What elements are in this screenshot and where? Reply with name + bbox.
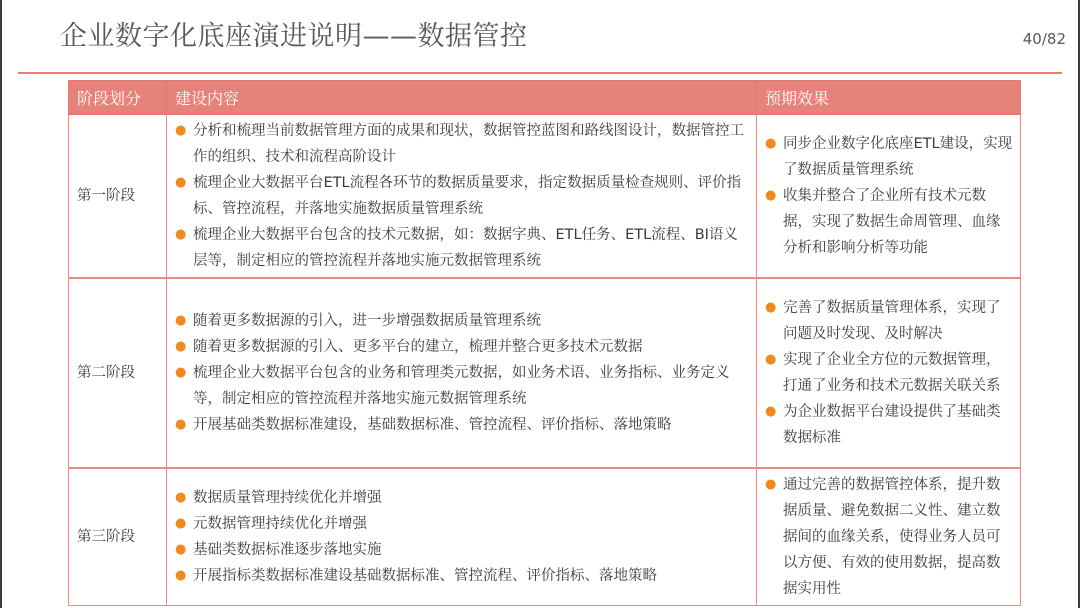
list-item-text: 实现了企业全方位的元数据管理，打通了业务和技术元数据关联关系 [783,352,1001,394]
list-item [175,412,750,438]
list-item [765,295,1014,347]
bullet-dot-icon: ● [765,352,777,367]
content-list [167,308,756,438]
content-list [167,485,756,589]
list-item [765,347,1014,399]
list-item [175,308,750,334]
list-item [765,183,1014,261]
header-stage: 阶段划分 [69,81,167,115]
list-item [175,485,750,511]
list-item-text: 为企业数据平台建设提供了基础类数据标准 [783,404,1001,446]
stage-label: 第一阶段 [69,114,167,278]
list-item-text: 收集并整合了企业所有技术元数据，实现了数据生命周管理、血缘分析和影响分析等功能 [783,188,1001,256]
list-item-text: 开展指标类数据标准建设基础数据标准、管控流程、评价指标、落地策略 [193,568,657,584]
list-item [175,170,750,222]
stage-label: 第二阶段 [69,278,167,468]
bullet-dot-icon: ● [765,300,777,315]
list-item [175,563,750,589]
list-item-text: 同步企业数字化底座ETL建设，实现了数据质量管理系统 [783,136,1013,178]
bullet-dot-icon: ● [765,188,777,203]
bullet-dot-icon: ● [175,123,187,138]
list-item-text: 数据质量管理持续优化并增强 [193,490,382,506]
list-item [765,399,1014,451]
list-item-text: 随着更多数据源的引入、更多平台的建立，梳理并整合更多技术元数据 [193,339,643,355]
list-item-text: 梳理企业大数据平台包含的技术元数据，如：数据字典、ETL任务、ETL流程、BI语义层等，制定相应的管控流程并落地实施元数据管理系统 [193,227,738,269]
effect-list [757,131,1020,261]
bullet-dot-icon: ● [175,313,187,328]
list-item [765,131,1014,183]
list-item [175,118,750,170]
content-cell [167,114,757,278]
bullet-dot-icon: ● [175,490,187,505]
bullet-dot-icon: ● [765,136,777,151]
content-cell [167,278,757,468]
header-content: 建设内容 [167,81,757,115]
list-item-text: 随着更多数据源的引入，进一步增强数据质量管理系统 [193,313,541,329]
header-effect: 预期效果 [757,81,1021,115]
list-item [175,511,750,537]
effect-list [757,472,1020,602]
title-divider [18,72,1062,74]
bullet-dot-icon: ● [175,227,187,242]
content-list [167,118,756,274]
list-item [765,472,1014,602]
list-item [175,537,750,563]
list-item-text: 梳理企业大数据平台包含的业务和管理类元数据，如业务术语、业务指标、业务定义等，制定相应的管控流程并落地实施元数据管理系统 [193,365,730,407]
stage-table [68,80,1021,606]
content-cell [167,468,757,606]
table-row [69,278,1021,468]
table-row [69,468,1021,606]
bullet-dot-icon: ● [175,542,187,557]
list-item-text: 分析和梳理当前数据管理方面的成果和现状，数据管控蓝图和路线图设计，数据管控工作的组织、技术和流程高阶设计 [193,123,744,165]
page-number: 40/82 [1022,30,1066,48]
list-item-text: 开展基础类数据标准建设，基础数据标准、管控流程、评价指标、落地策略 [193,417,672,433]
bullet-dot-icon: ● [765,404,777,419]
effect-cell [757,468,1021,606]
bullet-dot-icon: ● [175,339,187,354]
bullet-dot-icon: ● [175,516,187,531]
table-row [69,114,1021,278]
list-item-text: 基础类数据标准逐步落地实施 [193,542,382,558]
table-header-row [69,81,1021,115]
bullet-dot-icon: ● [175,568,187,583]
bullet-dot-icon: ● [765,477,777,492]
list-item-text: 通过完善的数据管控体系，提升数据质量、避免数据二义性、建立数据间的血缘关系，使得业务人员可以方便、有效的使用数据，提高数据实用性 [783,477,1001,597]
bullet-dot-icon: ● [175,417,187,432]
list-item [175,222,750,274]
stage-label: 第三阶段 [69,468,167,606]
list-item-text: 元数据管理持续优化并增强 [193,516,367,532]
effect-list [757,295,1020,451]
bullet-dot-icon: ● [175,175,187,190]
effect-cell [757,278,1021,468]
list-item-text: 完善了数据质量管理体系，实现了问题及时发现、及时解决 [783,300,1001,342]
effect-cell [757,114,1021,278]
list-item [175,334,750,360]
list-item-text: 梳理企业大数据平台ETL流程各环节的数据质量要求，指定数据质量检查规则、评价指标、管控流程，并落地实施数据质量管理系统 [193,175,742,217]
list-item [175,360,750,412]
page-title: 企业数字化底座演进说明——数据管控 [60,21,528,52]
bullet-dot-icon: ● [175,365,187,380]
